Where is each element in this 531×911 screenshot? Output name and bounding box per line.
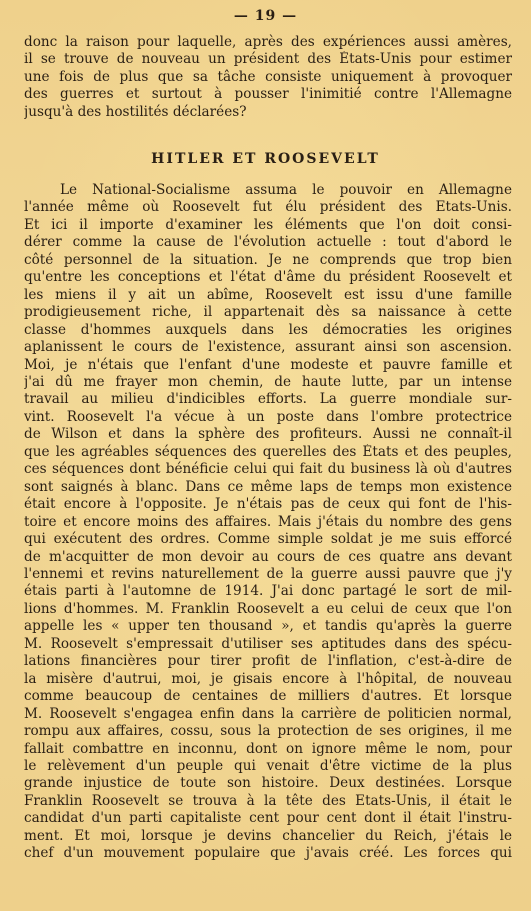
text-line: étais parti à l'automne de 1914. J'ai donc partagé le sort de mil- <box>24 583 512 600</box>
text-line: il se trouve de nouveau un président des États-Unis pour estimer <box>24 51 512 68</box>
text-line: M. Roosevelt s'empressait d'utiliser ses aptitudes dans des spécu- <box>24 635 512 652</box>
text-line: grande injustice de toute son histoire. Deux destinées. Lorsque <box>24 775 512 792</box>
text-line: la misère d'autrui, moi, je gisais encore à l'hôpital, de nouveau <box>24 670 512 687</box>
text-line: vint. Roosevelt l'a vécue à un poste dans l'ombre protectrice <box>24 408 512 425</box>
text-line: fallait combattre en inconnu, dont on ignore même le nom, pour <box>24 740 512 757</box>
text-line: Le National-Socialisme assuma le pouvoir en Allemagne <box>60 182 512 198</box>
text-line: j'ai dû me frayer mon chemin, de haute lutte, par un intense <box>24 373 512 390</box>
body-paragraph <box>24 182 512 863</box>
text-line: de Wilson et dans la sphère des profiteurs. Aussi ne connaît-il <box>24 426 512 443</box>
text-line: jusqu'à des hostilités déclarées? <box>24 103 247 120</box>
text-line: l'année même où Roosevelt fut élu président des Etats-Unis. <box>24 199 512 216</box>
page-number: — 19 — <box>233 8 298 24</box>
text-line: lions d'hommes. M. Franklin Roosevelt a eu celui de ceux que l'on <box>24 600 512 617</box>
text-line: rompu aux affaires, cossu, sous la protection de ses origines, il me <box>24 723 512 740</box>
chapter-title: HITLER ET ROOSEVELT <box>151 151 380 167</box>
text-line: qui exécutent des ordres. Comme simple soldat je me suis efforcé <box>24 531 512 548</box>
text-line: travail au milieu d'indicibles efforts. La guerre mondiale sur- <box>24 391 512 408</box>
text-line: de m'acquitter de mon devoir au cours de ces quatre ans devant <box>24 548 512 565</box>
text-line: chef d'un mouvement populaire que j'avais créé. Les forces qui <box>24 845 512 862</box>
text-line: candidat d'un parti capitaliste cent pour cent dont il était l'instru- <box>24 810 512 827</box>
text-line: donc la raison pour laquelle, après des expériences aussi amères, <box>24 34 512 50</box>
text-line: comme beaucoup de centaines de milliers d'autres. Et lorsque <box>24 688 512 705</box>
text-line: dérer comme la cause de l'évolution actuelle : tout d'abord le <box>24 234 512 251</box>
intro-paragraph <box>24 34 512 121</box>
text-line: sont saignés à blanc. Dans ce même laps de temps mon existence <box>24 478 512 495</box>
text-line: que les agréables séquences des querelles des États et des peuples, <box>24 443 512 460</box>
text-line: appelle les « upper ten thousand », et tandis qu'après la guerre <box>24 618 512 635</box>
text-line: une fois de plus que sa tâche consiste uniquement à provoquer <box>24 68 512 85</box>
text-line: le relèvement d'un peuple qui venait d'être victime de la plus <box>24 757 512 774</box>
text-line: lations financières pour tirer profit de l'inflation, c'est-à-dire de <box>24 653 512 670</box>
text-line: les miens il y ait un abîme, Roosevelt est issu d'une famille <box>24 286 512 303</box>
text-line: toire et encore moins des affaires. Mais j'étais du nombre des gens <box>24 513 512 530</box>
text-line: M. Roosevelt s'engagea enfin dans la carrière de politicien normal, <box>24 705 512 722</box>
text-line: Moi, je n'étais que l'enfant d'une modeste et pauvre famille et <box>24 356 512 373</box>
text-line: côté personnel de la situation. Je ne comprends que trop bien <box>24 251 512 268</box>
text-line: classe d'hommes auxquels dans les démocraties les origines <box>24 321 512 338</box>
text-line: ces séquences dont bénéficie celui qui fait du business là où d'autres <box>24 461 512 478</box>
text-line: l'ennemi et revins naturellement de la guerre aussi pauvre que j'y <box>24 565 512 582</box>
text-line: aplanissent le cours de l'existence, assurant ainsi son ascension. <box>24 339 512 356</box>
text-line: des guerres et surtout à pousser l'inimitié contre l'Allemagne <box>24 86 512 103</box>
text-line: qu'entre les conceptions et l'état d'âme du président Roosevelt et <box>24 269 512 286</box>
text-line: prodigieusement riche, il appartenait dès sa naissance à cette <box>24 304 512 321</box>
text-line: ment. Et moi, lorsque je devins chancelier du Reich, j'étais le <box>24 827 512 844</box>
text-line: Franklin Roosevelt se trouva à la tête des Etats-Unis, il était le <box>24 792 512 809</box>
text-line: Et ici il importe d'examiner les éléments que l'on doit consi- <box>24 216 512 233</box>
text-line: était encore à l'opposite. Je n'étais pas de ceux qui font de l'his- <box>24 496 512 513</box>
